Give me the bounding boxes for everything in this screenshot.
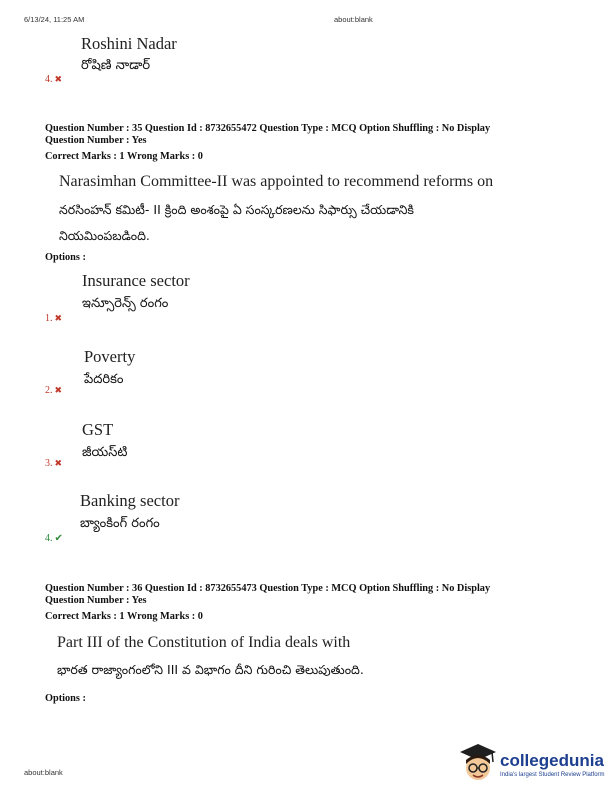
option-number-label: 1.	[45, 313, 53, 324]
q36-text-te: భారత రాజ్యాంగంలోని III వ విభాగం దీని గురించి తెలుపుతుంది.	[57, 662, 364, 677]
q36-text-en: Part III of the Constitution of India deals with	[57, 634, 351, 651]
q35-option2-en: Poverty	[84, 347, 136, 366]
q35-options-label: Options :	[45, 252, 86, 263]
q35-option3-en: GST	[82, 420, 114, 439]
collegedunia-logo	[458, 742, 608, 786]
correct-check-icon: ✔	[54, 533, 63, 544]
q35-option1-te: ఇన్సూరెన్స్ రంగం	[82, 296, 169, 311]
q35-option4-number	[45, 533, 63, 544]
option-number-label: 4.	[45, 74, 53, 85]
wrong-mark-icon: ✖	[54, 386, 63, 396]
q35-option3-number	[45, 458, 62, 469]
prev-option-number	[45, 74, 62, 85]
q35-option2-te: పేదరికం	[84, 372, 124, 387]
option-number-label: 3.	[45, 458, 53, 469]
q36-options-label: Options :	[45, 693, 86, 704]
q35-option4-te: బ్యాంకింగ్ రంగం	[80, 516, 160, 531]
logo-tagline: India's largest Student Review Platform	[500, 772, 605, 778]
mascot-icon	[458, 742, 498, 786]
q35-option4-en: Banking sector	[80, 491, 180, 510]
q35-text-te-2: నియమింపబడింది.	[59, 228, 150, 243]
footer-url: about:blank	[24, 768, 63, 777]
q35-meta-line1: Question Number : 35 Question Id : 8732655472 Question Type : MCQ Option Shuffling : No Display	[45, 123, 491, 134]
q36-meta-line2: Question Number : Yes	[45, 595, 147, 606]
print-datetime: 6/13/24, 11:25 AM	[24, 15, 85, 24]
print-url: about:blank	[334, 15, 373, 24]
q35-text-en: Narasimhan Committee-II was appointed to recommend reforms on	[59, 173, 494, 190]
q35-option2-number	[45, 385, 62, 396]
wrong-mark-icon: ✖	[54, 314, 63, 324]
q35-text-te-1: నరసింహన్ కమిటీ- II క్రింది అంశంపై ఏ సంస్కరణలను సిఫార్సు చేయడానికి	[59, 202, 414, 217]
q36-marks: Correct Marks : 1 Wrong Marks : 0	[45, 611, 203, 622]
wrong-mark-icon: ✖	[54, 75, 63, 85]
option-number-label: 2.	[45, 385, 53, 396]
q35-marks: Correct Marks : 1 Wrong Marks : 0	[45, 151, 203, 162]
q36-meta-line1: Question Number : 36 Question Id : 8732655473 Question Type : MCQ Option Shuffling : No Display	[45, 583, 491, 594]
prev-option-en: Roshini Nadar	[81, 34, 177, 53]
q35-meta	[45, 123, 490, 147]
option-number-label: 4.	[45, 533, 53, 544]
q35-meta-line2: Question Number : Yes	[45, 135, 147, 146]
prev-option-te: రోషిణి నాడార్	[81, 58, 151, 73]
q35-option1-number	[45, 313, 62, 324]
q35-option3-te: జీయస్‌టి	[82, 445, 128, 460]
q35-option1-en: Insurance sector	[82, 271, 190, 290]
wrong-mark-icon: ✖	[54, 459, 63, 469]
q36-meta	[45, 583, 490, 607]
logo-name: collegedunia	[500, 751, 604, 770]
